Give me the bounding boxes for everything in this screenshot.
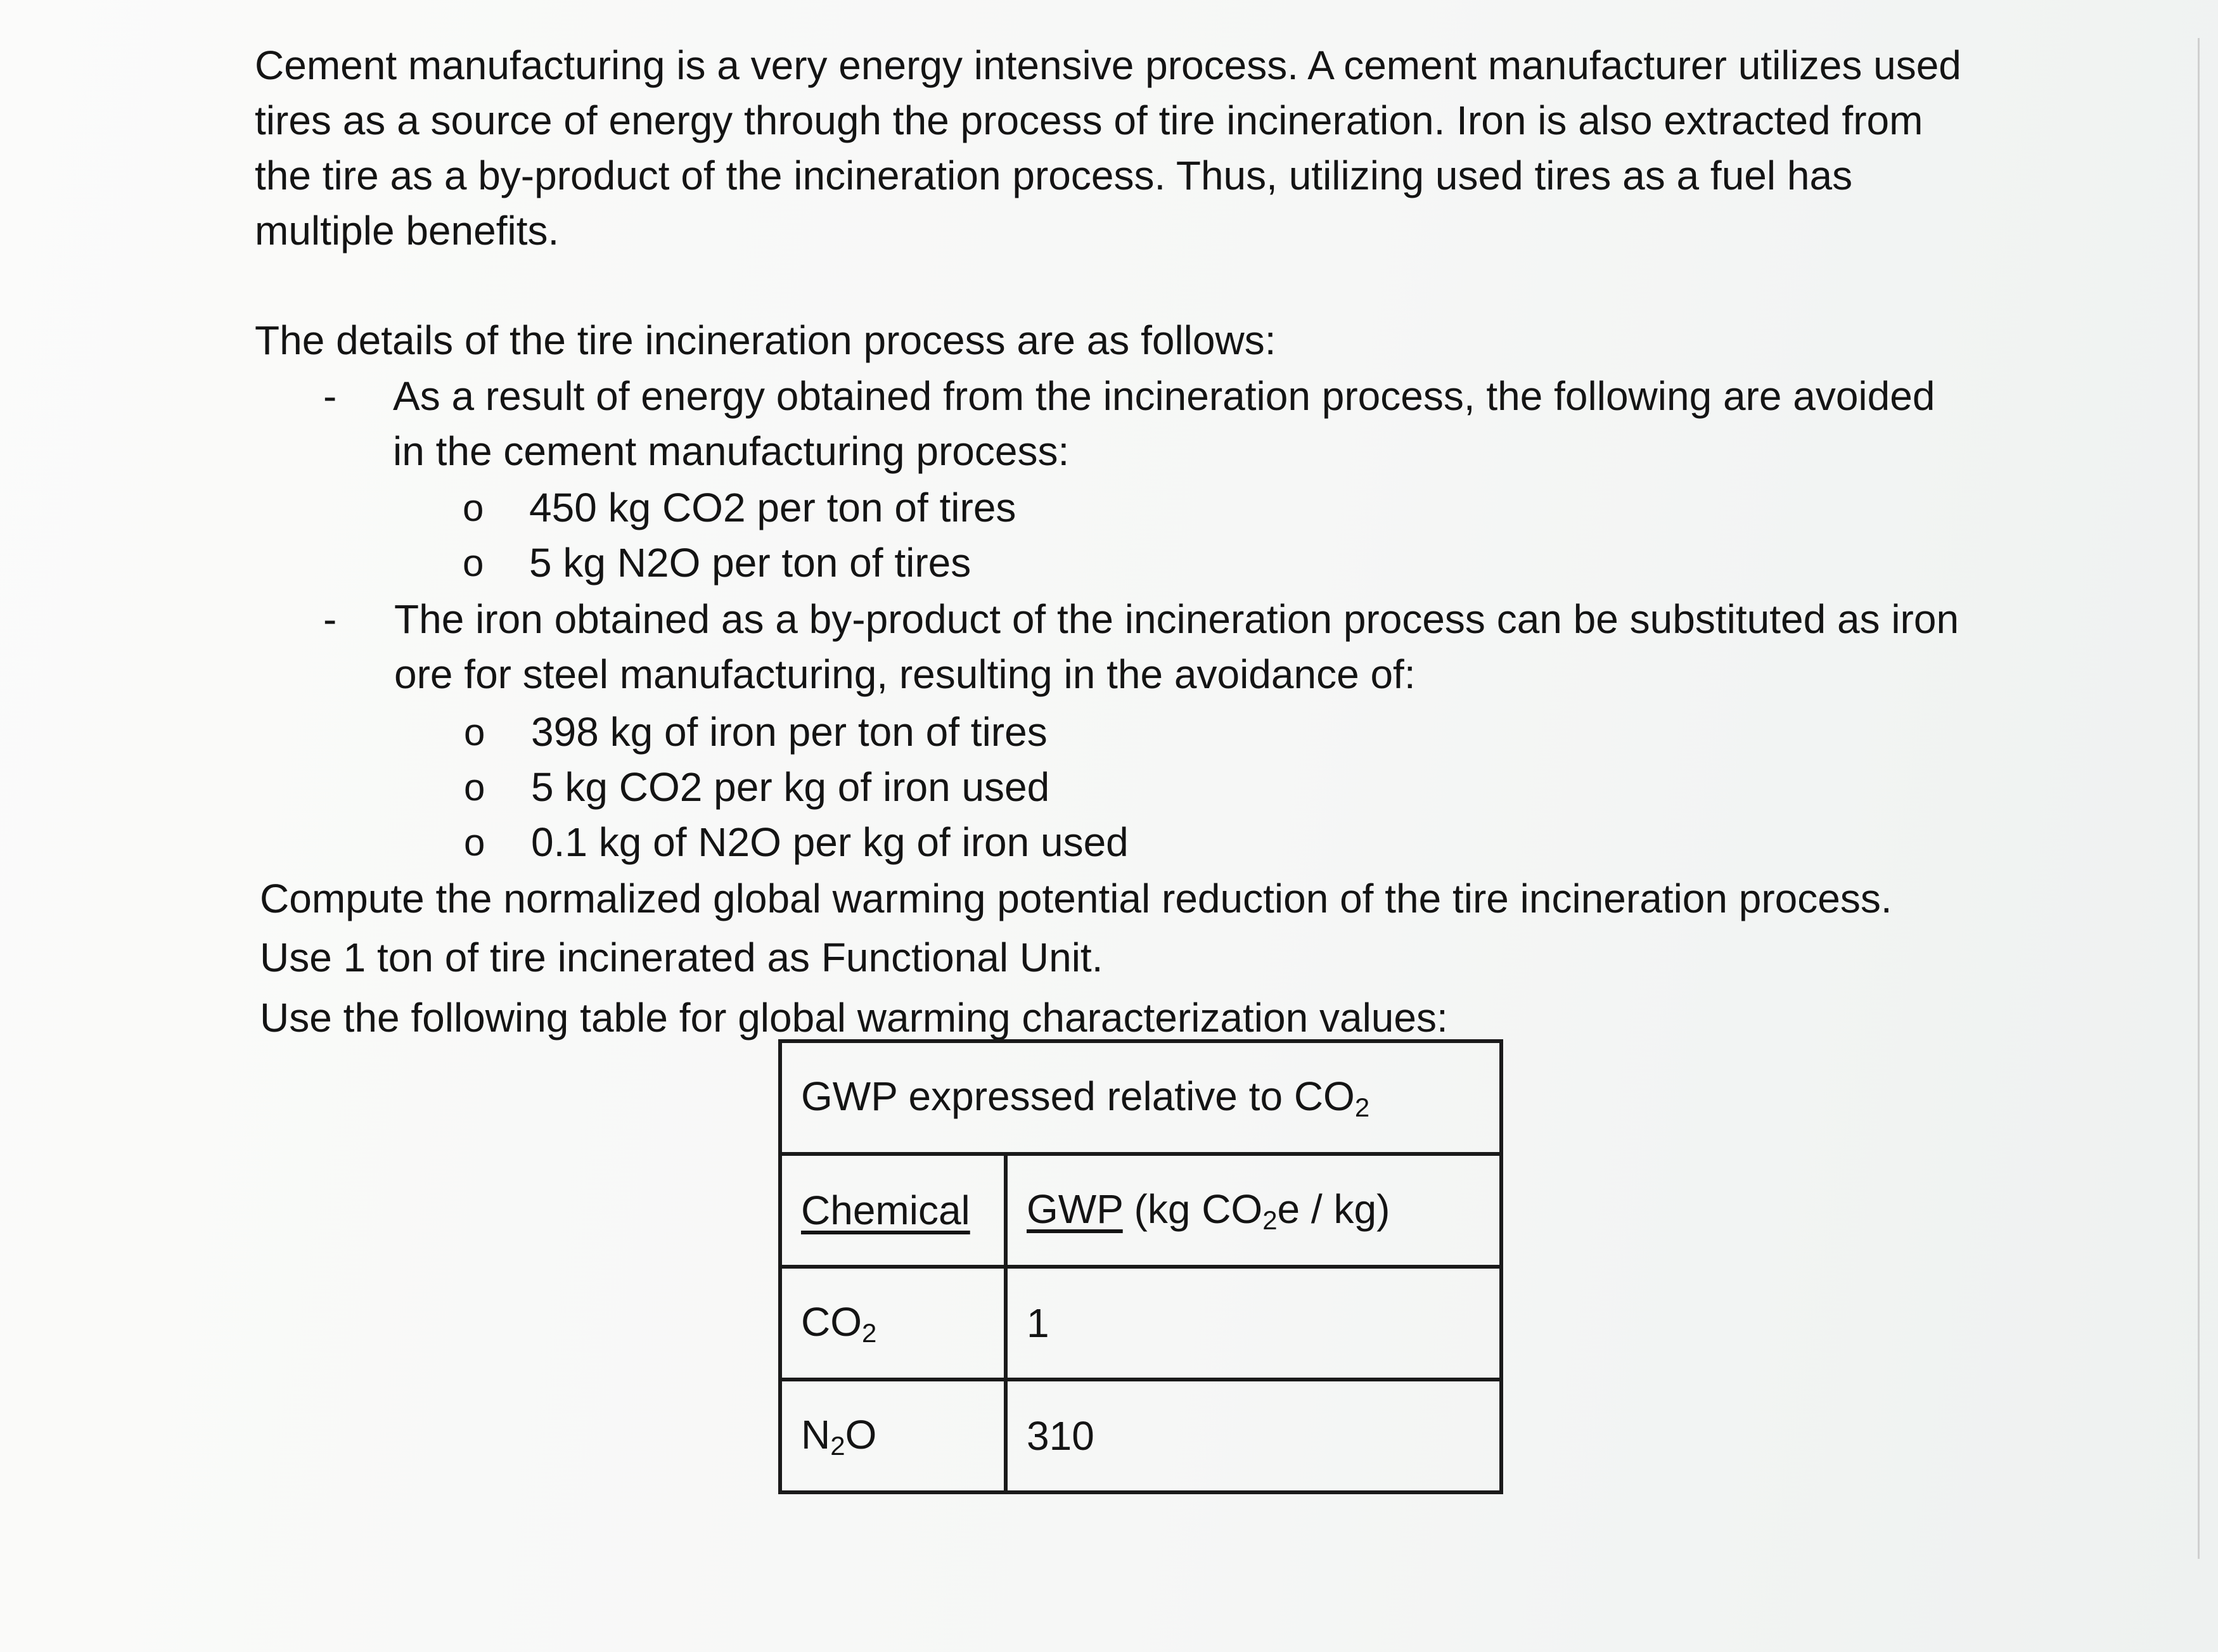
intro-line-2: tires as a source of energy through the process of tire incineration. Iron is also extracted from (255, 98, 1923, 143)
bullet-circle: o (463, 542, 484, 584)
header-gwp-unit-a: (kg CO (1122, 1186, 1263, 1232)
header-gwp-unit-b: e / kg) (1277, 1186, 1390, 1232)
chemical-text: N (801, 1411, 831, 1457)
question-line-3: Use the following table for global warming characterization values: (260, 995, 1448, 1041)
section-1-item-1: 450 kg CO2 per ton of tires (529, 485, 1016, 530)
paper-edge (2198, 38, 2200, 1559)
header-chemical (780, 1154, 1006, 1267)
table-row (780, 1380, 1501, 1492)
section-2-line-2: ore for steel manufacturing, resulting in the avoidance of: (394, 651, 1416, 697)
question-line-2: Use 1 ton of tire incinerated as Functional Unit. (260, 935, 1103, 980)
section-2-dash: - (323, 596, 337, 642)
table-title (780, 1041, 1501, 1154)
gwp-value-cell: 310 (1006, 1380, 1501, 1492)
intro-line-1: Cement manufacturing is a very energy intensive process. A cement manufacturer utilizes used (255, 42, 1961, 88)
bullet-circle: o (464, 821, 485, 864)
table-title-row (780, 1041, 1501, 1154)
gwp-table (778, 1039, 1503, 1494)
section-1-line-2: in the cement manufacturing process: (393, 428, 1070, 474)
header-gwp-subscript: 2 (1262, 1205, 1278, 1235)
details-heading: The details of the tire incineration process are as follows: (255, 317, 1276, 363)
chemical-cell (780, 1267, 1006, 1380)
table-title-text: GWP expressed relative to CO (801, 1073, 1355, 1119)
intro-line-4: multiple benefits. (255, 208, 560, 253)
header-chemical-text: Chemical (801, 1188, 970, 1233)
chemical-subscript: 2 (830, 1430, 845, 1461)
table-row (780, 1267, 1501, 1380)
section-2-item-1: 398 kg of iron per ton of tires (531, 709, 1048, 755)
section-2-item-3: 0.1 kg of N2O per kg of iron used (531, 819, 1129, 865)
intro-line-3: the tire as a by-product of the incineration process. Thus, utilizing used tires as a fuel has (255, 153, 1853, 198)
section-2-line-1: The iron obtained as a by-product of the incineration process can be substituted as iron (394, 596, 1959, 642)
chemical-text: CO (801, 1298, 862, 1345)
section-1-item-2: 5 kg N2O per ton of tires (529, 540, 971, 586)
header-gwp-underlined: GWP (1027, 1186, 1123, 1232)
section-1-line-1: As a result of energy obtained from the incineration process, the following are avoided (393, 373, 1935, 419)
header-gwp (1006, 1154, 1501, 1267)
chemical-cell (780, 1380, 1006, 1492)
table-header-row (780, 1154, 1501, 1267)
bullet-circle: o (464, 766, 485, 809)
bullet-circle: o (463, 487, 484, 529)
section-2-item-2: 5 kg CO2 per kg of iron used (531, 764, 1050, 810)
question-line-1: Compute the normalized global warming potential reduction of the tire incineration process. (260, 876, 1892, 921)
bullet-circle: o (464, 711, 485, 753)
gwp-value-cell: 1 (1006, 1267, 1501, 1380)
chemical-subscript: 2 (862, 1317, 877, 1348)
chemical-text-tail: O (845, 1411, 877, 1457)
section-1-dash: - (323, 373, 337, 419)
table-title-subscript: 2 (1354, 1092, 1370, 1122)
